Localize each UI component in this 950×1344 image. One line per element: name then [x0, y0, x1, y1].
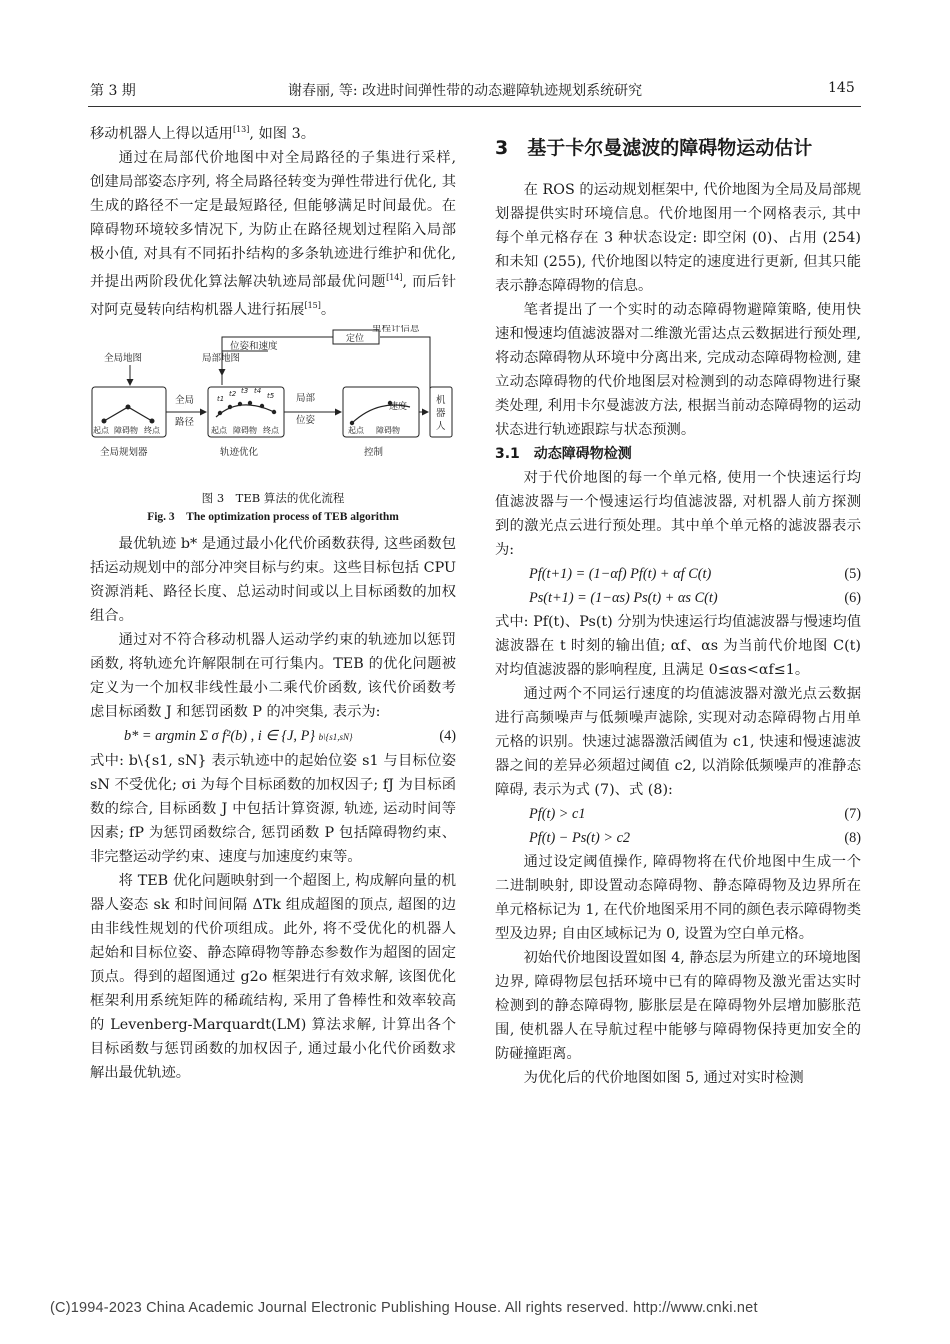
subsection-3-1-title: 3.1 动态障碍物检测	[495, 446, 632, 462]
label-obstacle-1: 障碍物	[114, 426, 138, 436]
equation-5: Pf(t+1) = (1−αf) Pf(t) + αf C(t) (5)	[529, 566, 861, 582]
issue-label: 第 3 期	[90, 83, 136, 99]
left-p1: 通过在局部代价地图中对全局路径的子集进行采样, 创建局部姿态序列, 将全局路径转变为弹性带进行优化, 其生成的路径不一定是最短路径, 但能够满足时间最优。在障碍物环境较多情况下, 为防止在路径规划过程陷入局部极小值, 对具有不同拓扑结构的多条轨迹进行维护和优化, 并提出两阶段优化算法解决轨迹局部最优问题[14], 而后针对阿克曼转向结构机器人进行拓展[15]。	[90, 149, 456, 318]
copyright-footer: (C)1994-2023 China Academic Journal Electronic Publishing House. All rights reserved. http://www.cnki.net	[50, 1300, 758, 1316]
label-odom: 里程计信息	[372, 325, 420, 335]
header-rule	[88, 106, 861, 107]
label-start-2: 起点	[211, 426, 227, 436]
right-p8: 为优化后的代价地图如图 5, 通过对实时检测	[523, 1070, 804, 1086]
label-robot-1: 机	[436, 395, 446, 407]
label-pose-speed: 位姿和速度	[230, 341, 278, 353]
label-speed: 速度	[389, 402, 408, 413]
section-3-title: 3 基于卡尔曼滤波的障碍物运动估计	[495, 137, 813, 159]
label-local-pose-2: 位姿	[296, 415, 316, 427]
label-global-planner: 全局规划器	[100, 447, 148, 459]
label-global-map: 全局地图	[104, 353, 143, 365]
label-robot-3: 人	[436, 421, 446, 433]
label-t3: t3	[241, 387, 249, 396]
figure-caption-cn: 图 3 TEB 算法的优化流程	[201, 491, 345, 506]
label-global-path-2: 路径	[175, 417, 195, 429]
label-robot-2: 器	[436, 408, 446, 420]
label-start-1: 起点	[93, 426, 109, 436]
label-local-pose-1: 局部	[296, 393, 316, 405]
right-p7: 初始代价地图设置如图 4, 静态层为所建立的环境地图边界, 障碍物层包括环境中已有的障碍物及激光雷达实时检测到的静态障碍物, 膨胀层是在障碍物外层增加膨胀范围, 使机器人在导航过程中能够与障碍物保持更加安全的防碰撞距离。	[495, 950, 861, 1062]
teb-flow-diagram	[90, 325, 456, 477]
label-traj-opt: 轨迹优化	[220, 447, 259, 459]
left-p5: 将 TEB 优化问题映射到一个超图上, 构成解向量的机器人姿态 sk 和时间间隔 ΔTk 组成超图的顶点, 超图的边由非线性规划的代价项组成。此外, 将不受优化的机器人起始和目标位姿、静态障碍物等静态参数作为超图的固定顶点。得到的超图通过 g2o 框架进行有效求解, 该图优化框架利用系统矩阵的稀疏结构, 采用了鲁棒性和效率较高的 Levenberg-Marquardt(LM) 算法求解, 计算出各个目标函数与惩罚函数的加权因子, 通过最小化代价函数求解出最优轨迹。	[90, 873, 456, 1082]
label-end-2: 终点	[263, 426, 279, 436]
label-obstacle-2: 障碍物	[233, 426, 257, 436]
label-locate: 定位	[346, 334, 365, 345]
label-t4: t4	[254, 387, 262, 396]
label-t5: t5	[267, 392, 275, 401]
left-p0: 移动机器人上得以适用[13], 如图 3。	[90, 125, 316, 142]
right-p3: 对于代价地图的每一个单元格, 使用一个快速运行均值滤波器与一个慢速运行均值滤波器, 对机器人前方探测到的激光点云进行预处理。其中单个单元格的滤波器表示为:	[495, 470, 861, 558]
equation-7: Pf(t) > c1 (7)	[529, 806, 861, 822]
running-title: 谢春丽, 等: 改进时间弹性带的动态避障轨迹规划系统研究	[288, 83, 643, 99]
figure-caption-en: Fig. 3 The optimization process of TEB algorithm	[147, 511, 399, 524]
right-p5: 通过两个不同运行速度的均值滤波器对激光点云数据进行高频噪声与低频噪声滤除, 实现对动态障碍物占用单元格的识别。快速过滤器激活阈值为 c1, 快速和慢速滤波器之间的差异必须超过阈值 c2, 以消除低频噪声的准静态障碍, 表示为式 (7)、式 (8):	[495, 686, 861, 798]
label-local-map: 局部地图	[202, 353, 241, 365]
right-p2: 笔者提出了一个实时的动态障碍物避障策略, 使用快速和慢速均值滤波器对二维激光雷达点云数据进行预处理, 将动态障碍物从环境中分离出来, 完成动态障碍物检测, 建立动态障碍物的代价地图层对检测到的动态障碍物进行聚类处理, 利用卡尔曼滤波方法, 根据当前动态障碍物的运动状态进行轨迹跟踪与状态预测。	[495, 302, 861, 438]
page-number: 145	[828, 80, 855, 96]
label-t1: t1	[217, 395, 225, 404]
label-t2: t2	[229, 390, 237, 399]
equation-8: Pf(t) − Ps(t) > c2 (8)	[529, 830, 861, 846]
label-start-3: 起点	[348, 426, 364, 436]
right-p6: 通过设定阈值操作, 障碍物将在代价地图中生成一个二进制映射, 即设置动态障碍物、静态障碍物及边界所在单元格标记为 1, 在代价地图采用不同的颜色表示障碍物类型及边界; 自由区域标记为 0, 设置为空白单元格。	[495, 854, 861, 942]
right-p4: 式中: Pf(t)、Ps(t) 分别为快速运行均值滤波器与慢速均值滤波器在 t 时刻的输出值; αf、αs 为当前代价地图 C(t) 对均值滤波器的影响程度, 且满足 0≤αs<αf≤1。	[495, 614, 861, 678]
figure-3	[90, 325, 456, 485]
label-control: 控制	[364, 447, 384, 459]
label-obstacle-3: 障碍物	[376, 426, 400, 436]
label-global-path-1: 全局	[175, 395, 195, 407]
left-p2: 最优轨迹 b* 是通过最小化代价函数获得, 这些函数包括运动规划中的部分冲突目标与约束。这些目标包括 CPU 资源消耗、路径长度、总运动时间或以上目标函数的加权组合。	[90, 536, 456, 625]
ref-14[interactable]: [14]	[386, 272, 403, 282]
right-column	[495, 134, 861, 1090]
ref-15[interactable]: [15]	[304, 300, 321, 310]
left-p3: 通过对不符合移动机器人运动学约束的轨迹加以惩罚函数, 将轨迹允许解限制在可行集内。TEB 的优化问题被定义为一个加权非线性最小二乘代价函数, 该代价函数考虑目标函数 J 和惩罚函数 P 的冲突集, 表示为:	[90, 632, 456, 721]
label-end-1: 终点	[144, 426, 160, 436]
equation-4: b* = argmin Σ σ f²(b) , i ∈ {J, P} b\{s1,sN} (4)	[124, 728, 456, 745]
right-p1: 在 ROS 的运动规划框架中, 代价地图为全局及局部规划器提供实时环境信息。代价地图用一个网格表示, 其中每个单元格存在 3 种状态设定: 即空闲 (0)、占用 (254) 和未知 (255), 代价地图以特定的速度进行更新, 但其只能表示静态障碍物的信息。	[495, 182, 861, 294]
equation-6: Ps(t+1) = (1−αs) Ps(t) + αs C(t) (6)	[529, 590, 861, 606]
left-p4: 式中: b\{s1, sN} 表示轨迹中的起始位姿 s1 与目标位姿 sN 不受优化; σi 为每个目标函数的加权因子; fJ 为目标函数的综合, 目标函数 J 中包括计算资源, 轨迹, 运动时间等因素; fP 为惩罚函数综合, 惩罚函数 P 包括障碍物约束、非完整运动学约束、速度与加速度约束等。	[90, 753, 456, 866]
ref-13[interactable]: [13]	[232, 125, 250, 134]
left-column	[90, 118, 456, 1085]
